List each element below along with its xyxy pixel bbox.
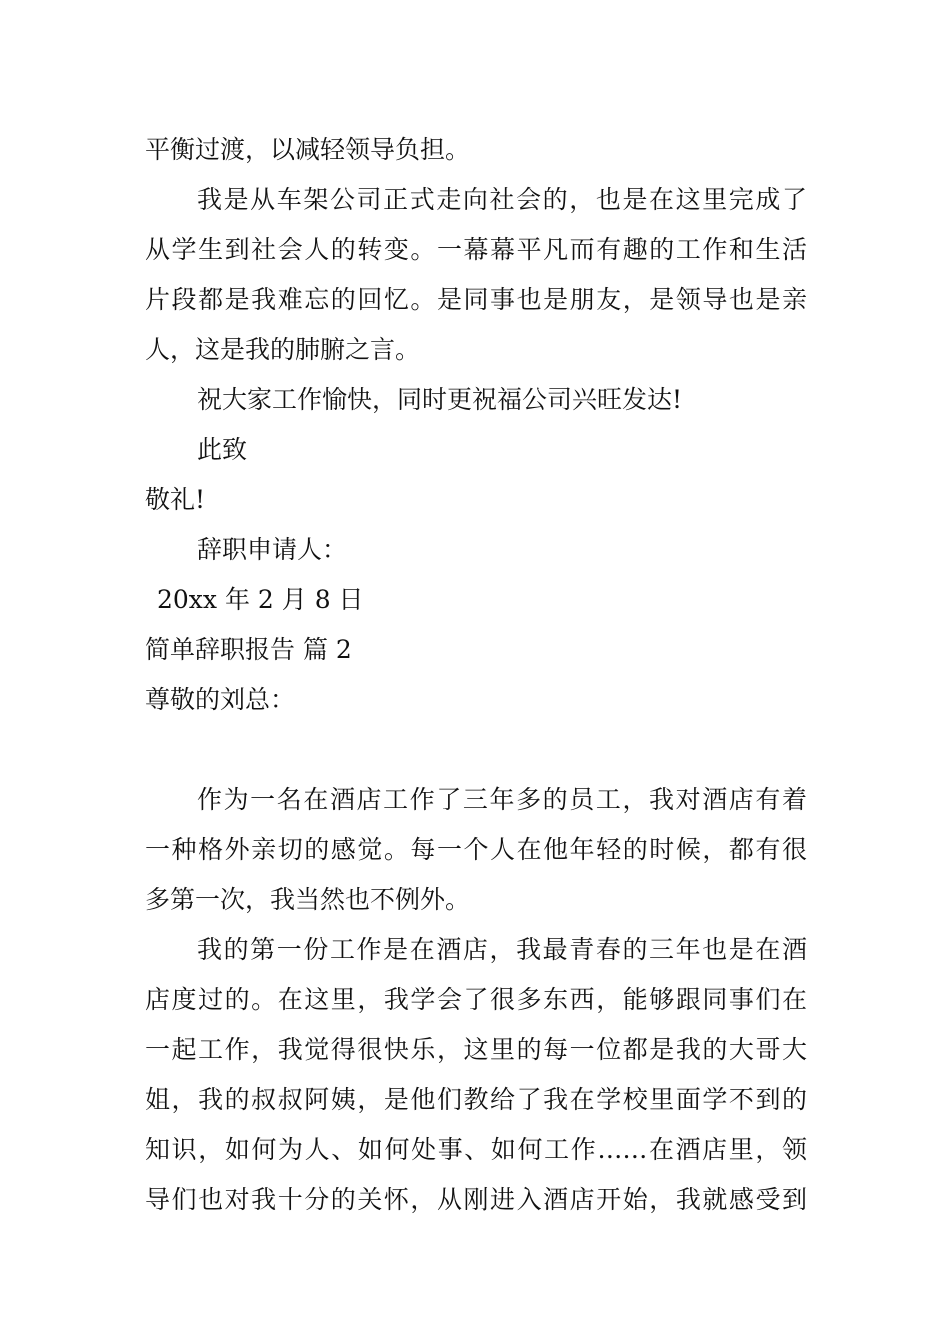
document-body — [145, 125, 807, 1225]
section-heading: 简单辞职报告 篇 2 — [145, 635, 352, 664]
closing-wish: 祝大家工作愉快，同时更祝福公司兴旺发达! — [197, 385, 683, 414]
paragraph-line: 我是从车架公司正式走向社会的，也是在这里完成了 — [197, 185, 807, 214]
paragraph-line: 我的第一份工作是在酒店，我最青春的三年也是在酒 — [197, 935, 807, 964]
paragraph-line: 店度过的。在这里，我学会了很多东西，能够跟同事们在 — [145, 985, 807, 1014]
paragraph-line: 导们也对我十分的关怀，从刚进入酒店开始，我就感受到 — [145, 1185, 807, 1214]
paragraph-line: 姐，我的叔叔阿姨，是他们教给了我在学校里面学不到的 — [145, 1085, 807, 1114]
salutation-regards: 敬礼! — [145, 485, 206, 514]
paragraph-line: 从学生到社会人的转变。一幕幕平凡而有趣的工作和生活 — [145, 235, 807, 264]
paragraph-line: 作为一名在酒店工作了三年多的员工，我对酒店有着 — [197, 785, 807, 814]
salutation-closing: 此致 — [197, 435, 248, 464]
applicant-signature: 辞职申请人： — [197, 535, 348, 564]
paragraph-line: 知识，如何为人、如何处事、如何工作……在酒店里，领 — [145, 1135, 807, 1164]
letter-date: 20xx 年 2 月 8 日 — [157, 585, 364, 614]
paragraph-line: 片段都是我难忘的回忆。是同事也是朋友，是领导也是亲 — [145, 285, 807, 314]
paragraph-line: 多第一次，我当然也不例外。 — [145, 885, 471, 914]
letter-greeting: 尊敬的刘总： — [145, 685, 296, 714]
paragraph-line: 平衡过渡，以减轻领导负担。 — [145, 135, 471, 164]
blank-line — [145, 725, 807, 775]
paragraph-line: 一起工作，我觉得很快乐，这里的每一位都是我的大哥大 — [145, 1035, 807, 1064]
paragraph-line: 一种格外亲切的感觉。每一个人在他年轻的时候，都有很 — [145, 835, 807, 864]
paragraph-line: 人，这是我的肺腑之言。 — [145, 335, 421, 364]
